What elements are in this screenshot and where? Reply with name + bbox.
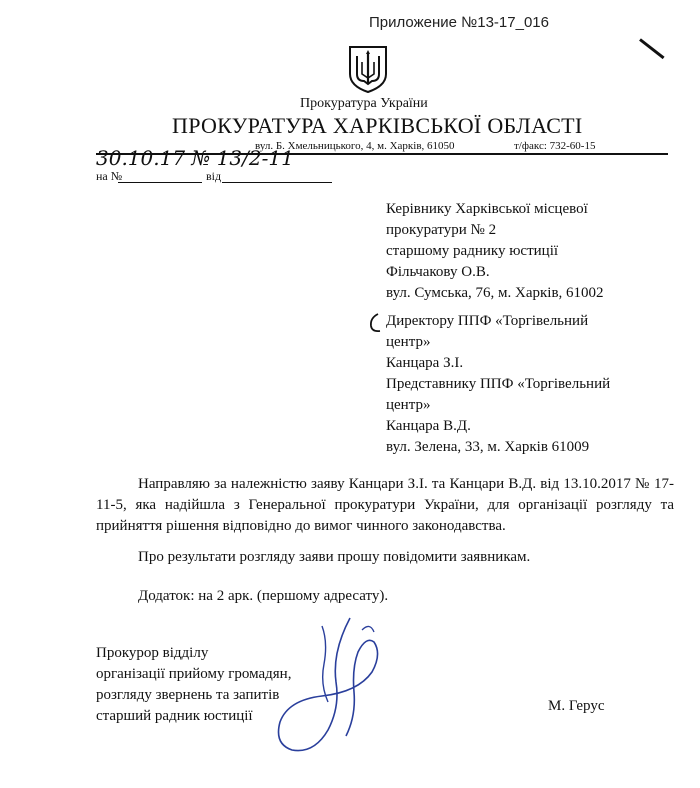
recipient-line: прокуратури № 2 — [386, 222, 497, 238]
reference-number-blank — [118, 182, 202, 183]
recipient-line: Фільчакову О.В. — [386, 264, 490, 280]
recipient-line: центр» — [386, 397, 431, 413]
svg-text:30.10.17 № 13/2-11: 30.10.17 № 13/2-11 — [96, 146, 294, 170]
recipient-line: Представнику ППФ «Торгівельний — [386, 376, 611, 392]
signatory-position-line: старший радник юстиції — [96, 708, 253, 724]
recipient-line: старшому раднику юстиції — [386, 243, 559, 259]
trident-emblem-icon — [346, 44, 390, 94]
corner-pen-mark — [639, 38, 664, 59]
recipient-line: Канцара В.Д. — [386, 418, 471, 434]
signatory-position-line: розгляду звернень та запитів — [96, 687, 280, 703]
recipient-line: вул. Сумська, 76, м. Харків, 61002 — [386, 285, 604, 301]
signatory-name: М. Герус — [548, 698, 605, 714]
pen-bracket-mark — [366, 312, 382, 334]
reference-date-label: від — [206, 169, 222, 183]
recipient-line: центр» — [386, 334, 431, 350]
recipient-line: Канцара З.І. — [386, 355, 464, 371]
attachment-note: Додаток: на 2 арк. (першому адресату). — [138, 588, 389, 604]
ministry-name: Прокуратура України — [300, 96, 428, 111]
office-title: ПРОКУРАТУРА ХАРКІВСЬКОЇ ОБЛАСТІ — [172, 113, 583, 138]
reference-date-blank — [222, 182, 332, 183]
reference-number-label: на № — [96, 169, 123, 183]
appendix-label: Приложение №13-17_016 — [369, 14, 549, 31]
signatory-position-line: Прокурор відділу — [96, 645, 209, 661]
body-paragraph-main: Направляю за належністю заяву Канцари З.І. та Канцари В.Д. від 13.10.2017 № 17-11-5, яка надійшла з Генеральної прокуратури України, для організації розгляду та прийняття рішення відповідно до вимог чинного законодавства. — [96, 476, 674, 534]
recipient-line: Директору ППФ «Торгівельний — [386, 313, 589, 329]
handwritten-signature — [262, 612, 392, 762]
recipient-line: вул. Зелена, 33, м. Харків 61009 — [386, 439, 590, 455]
handwritten-registration-number — [96, 146, 356, 170]
office-fax: т/факс: 732-60-15 — [514, 140, 596, 152]
office-address: вул. Б. Хмельницького, 4, м. Харків, 61050 — [255, 140, 455, 152]
recipient-line: Керівнику Харківської місцевої — [386, 201, 588, 217]
signatory-position-line: організації прийому громадян, — [96, 666, 292, 682]
body-paragraph-request: Про результати розгляду заяви прошу повідомити заявникам. — [138, 549, 531, 565]
